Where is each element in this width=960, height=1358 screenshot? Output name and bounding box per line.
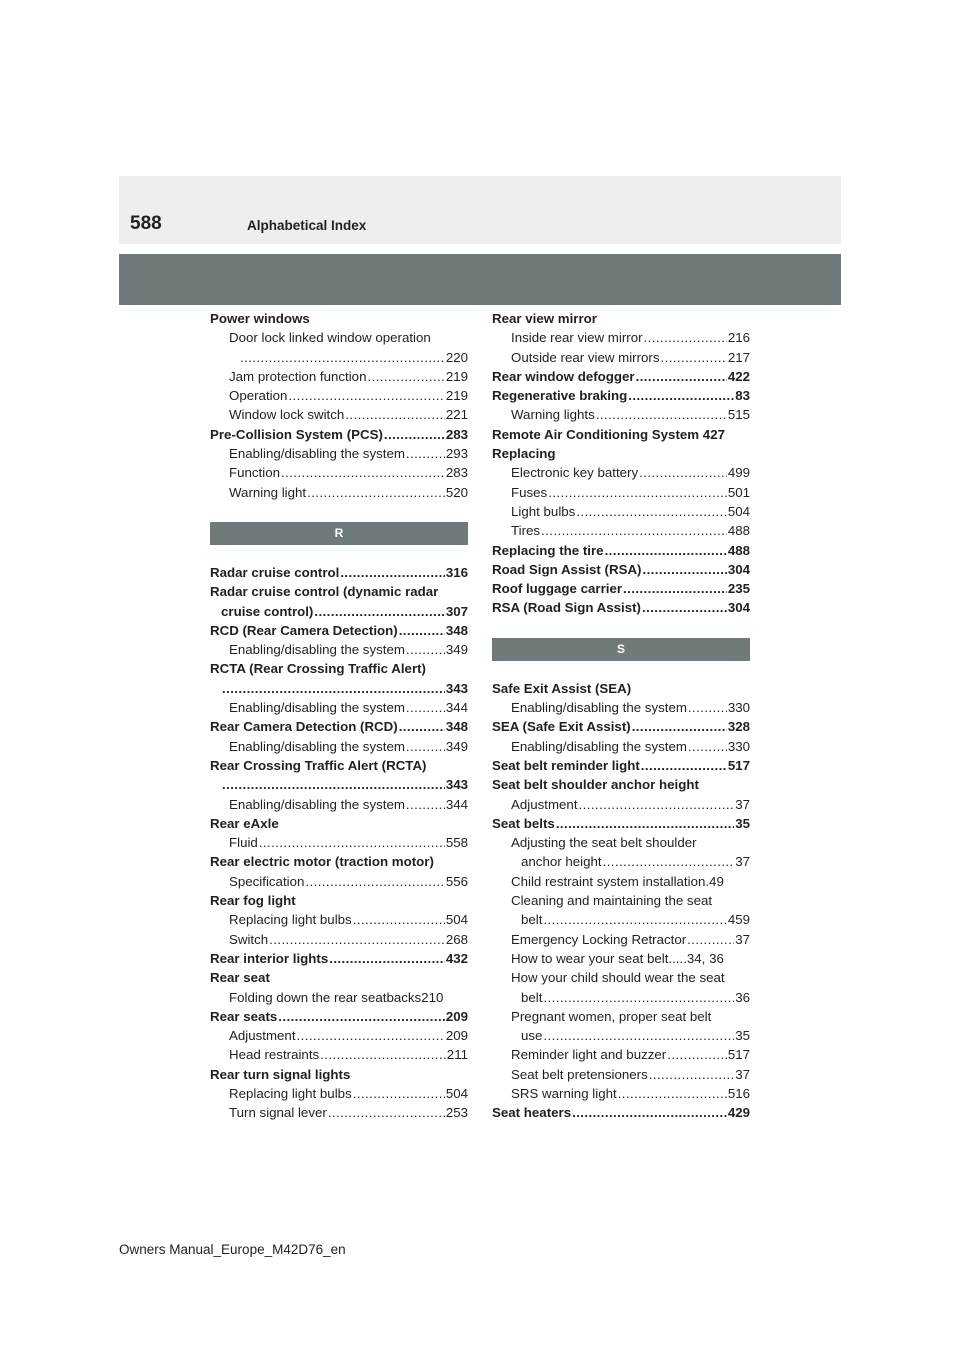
entry-term: Roof luggage carrier: [492, 581, 623, 597]
index-entry: [210, 602, 468, 621]
dot-leader: [667, 1045, 727, 1064]
index-entry: [210, 737, 468, 756]
dot-leader: [556, 814, 734, 833]
dot-leader: [661, 348, 727, 367]
entry-page: 515: [727, 407, 750, 423]
index-entry: [210, 717, 468, 736]
entry-page: 504: [445, 912, 468, 928]
dot-leader: [406, 640, 445, 659]
index-entry: [210, 679, 468, 698]
entry-page: 253: [445, 1105, 468, 1121]
index-entry: [210, 756, 468, 775]
index-group: [492, 679, 750, 1123]
entry-term: Enabling/disabling the system: [229, 796, 405, 812]
entry-page: 283: [445, 426, 468, 442]
entry-page: 37: [735, 854, 750, 870]
entry-page: 501: [727, 484, 750, 500]
index-entry: [210, 872, 468, 891]
entry-term: Head restraints: [229, 1047, 320, 1063]
entry-term: Electronic key battery: [511, 465, 639, 481]
dot-leader: [278, 1007, 445, 1026]
dot-leader: [541, 521, 727, 540]
index-entry: [210, 563, 468, 582]
dot-leader: [384, 425, 445, 444]
dot-leader: [543, 910, 726, 929]
entry-page: 330: [727, 700, 750, 716]
entry-term: Seat belts: [492, 815, 555, 831]
dot-leader: [222, 775, 445, 794]
entry-term: Adjusting the seat belt shoulder: [511, 835, 697, 851]
entry-page: 209: [445, 1008, 468, 1024]
entry-term: Rear window defogger: [492, 368, 635, 384]
entry-page: 504: [445, 1085, 468, 1101]
index-entry: [210, 795, 468, 814]
entry-term: Warning lights: [511, 407, 595, 423]
entry-page: 304: [727, 600, 750, 616]
entry-term: Replacing light bulbs: [229, 912, 352, 928]
entry-term: Rear eAxle: [210, 815, 279, 831]
index-entry: [492, 483, 750, 502]
entry-term: Tires: [511, 523, 541, 539]
dot-leader: [543, 988, 734, 1007]
index-entry: [492, 1007, 750, 1026]
dot-leader: [320, 1045, 446, 1064]
entry-term: Outside rear view mirrors: [511, 349, 660, 365]
entry-term: Turn signal lever: [229, 1105, 327, 1121]
entry-page: 422: [727, 368, 750, 384]
entry-page: 304: [727, 561, 750, 577]
dot-leader: [269, 930, 445, 949]
dot-leader: [688, 737, 727, 756]
index-entry: [492, 930, 750, 949]
entry-term: Fuses: [511, 484, 548, 500]
entry-term: SRS warning light: [511, 1085, 617, 1101]
index-entry: [210, 328, 468, 347]
dot-leader: [367, 367, 444, 386]
footer-text: Owners Manual_Europe_M42D76_en: [119, 1242, 346, 1257]
entry-page: 219: [445, 388, 468, 404]
entry-term: Enabling/disabling the system: [229, 700, 405, 716]
dot-leader: [406, 737, 445, 756]
entry-term: Enabling/disabling the system: [229, 642, 405, 658]
index-entry: [210, 659, 468, 678]
dot-leader: [572, 1103, 727, 1122]
index-entry: [492, 541, 750, 560]
dot-leader: [297, 1026, 445, 1045]
entry-term: Rear Crossing Traffic Alert (RCTA): [210, 757, 427, 773]
dot-leader: [329, 949, 445, 968]
entry-term: Rear seats: [210, 1008, 278, 1024]
entry-term: Fluid: [229, 835, 258, 851]
index-entry: [210, 930, 468, 949]
index-entry: [492, 309, 750, 328]
entry-page: 328: [727, 719, 750, 735]
index-entry: [492, 833, 750, 852]
index-entry: [492, 988, 750, 1007]
entry-page: 83: [735, 388, 750, 404]
entry-term: Rear interior lights: [210, 950, 329, 966]
index-entry: [210, 463, 468, 482]
entry-page: 558: [445, 835, 468, 851]
entry-term: Replacing the tire: [492, 542, 604, 558]
index-entry: [492, 968, 750, 987]
index-entry: [492, 444, 750, 463]
entry-page: 517: [727, 1047, 750, 1063]
index-entry: [492, 775, 750, 794]
index-entry: [492, 795, 750, 814]
index-entry: [492, 756, 750, 775]
index-entry: [210, 1045, 468, 1064]
entry-term: Emergency Locking Retractor: [511, 931, 687, 947]
entry-term: Rear seat: [210, 970, 270, 986]
dot-leader: [632, 717, 727, 736]
index-entry: [210, 1026, 468, 1045]
index-entry: [492, 348, 750, 367]
dot-leader: [353, 1084, 445, 1103]
entry-page: 316: [445, 564, 468, 580]
index-entry: [210, 968, 468, 987]
index-entry: [492, 425, 750, 444]
entry-page: 37: [735, 796, 750, 812]
index-entry: [210, 814, 468, 833]
entry-page: 348: [445, 719, 468, 735]
entry-page: 283: [445, 465, 468, 481]
index-entry: [210, 621, 468, 640]
index-entry: [492, 1103, 750, 1122]
index-entry: [492, 949, 750, 968]
index-column-left: [210, 309, 468, 1123]
index-entry: [210, 1007, 468, 1026]
dot-leader: [353, 910, 445, 929]
index-entry: [492, 598, 750, 617]
index-entry: [210, 1084, 468, 1103]
index-entry: [210, 1065, 468, 1084]
dot-leader: [288, 386, 444, 405]
entry-page: 235: [727, 581, 750, 597]
entry-term: use: [521, 1028, 543, 1044]
dot-leader: [314, 602, 444, 621]
index-entry: [210, 852, 468, 871]
entry-term: Road Sign Assist (RSA): [492, 561, 642, 577]
entry-page: 35: [735, 815, 750, 831]
index-entry: [210, 640, 468, 659]
dot-leader: [548, 483, 727, 502]
dot-leader: [644, 328, 727, 347]
dot-leader: [399, 621, 445, 640]
dot-leader: [642, 598, 727, 617]
entry-term: Function: [229, 465, 280, 481]
index-entry: [210, 949, 468, 968]
dot-leader: [639, 463, 727, 482]
dot-leader: [406, 795, 445, 814]
entry-term: Enabling/disabling the system: [511, 700, 687, 716]
entry-page: 517: [727, 757, 750, 773]
entry-page: 307: [445, 603, 468, 619]
entry-page: 293: [445, 446, 468, 462]
index-group: [492, 309, 750, 618]
index-entry: [210, 775, 468, 794]
entry-page: 499: [727, 465, 750, 481]
dot-leader: [687, 930, 734, 949]
entry-page: 349: [445, 642, 468, 658]
entry-term: Remote Air Conditioning System 427: [492, 426, 725, 442]
dot-leader: [628, 386, 734, 405]
entry-term: anchor height: [521, 854, 602, 870]
entry-term: cruise control): [221, 603, 314, 619]
entry-page: 459: [727, 912, 750, 928]
page-number: 588: [130, 213, 162, 234]
dot-leader: [649, 1065, 734, 1084]
entry-term: SEA (Safe Exit Assist): [492, 719, 631, 735]
entry-term: Window lock switch: [229, 407, 345, 423]
dot-leader: [406, 698, 445, 717]
dot-leader: [576, 502, 726, 521]
index-entry: [210, 367, 468, 386]
entry-term: Rear view mirror: [492, 311, 597, 326]
entry-page: 35: [735, 1028, 750, 1044]
index-entry: [210, 348, 468, 367]
index-entry: [492, 560, 750, 579]
index-entry: [492, 1045, 750, 1064]
entry-page: 36: [735, 989, 750, 1005]
entry-term: Adjustment: [229, 1028, 296, 1044]
dot-leader: [345, 405, 445, 424]
header-band: [119, 176, 841, 244]
entry-term: Seat belt reminder light: [492, 757, 640, 773]
dot-leader: [307, 483, 445, 502]
entry-page: 217: [727, 349, 750, 365]
entry-term: Jam protection function: [229, 368, 367, 384]
entry-page: 504: [727, 503, 750, 519]
index-entry: [210, 444, 468, 463]
dot-leader: [605, 541, 727, 560]
entry-page: 488: [727, 542, 750, 558]
entry-term: RCTA (Rear Crossing Traffic Alert): [210, 661, 426, 677]
dot-leader: [543, 1026, 734, 1045]
index-entry: [492, 814, 750, 833]
dot-leader: [618, 1084, 727, 1103]
entry-page: 220: [445, 349, 468, 365]
index-entry: [210, 582, 468, 601]
index-entry: [492, 502, 750, 521]
index-entry: [492, 367, 750, 386]
index-entry: [492, 698, 750, 717]
entry-term: Pregnant women, proper seat belt: [511, 1008, 712, 1024]
entry-term: Light bulbs: [511, 503, 576, 519]
index-entry: [492, 521, 750, 540]
letter-heading-s: S: [492, 638, 750, 661]
entry-term: Radar cruise control: [210, 564, 340, 580]
entry-term: Reminder light and buzzer: [511, 1047, 667, 1063]
entry-page: 349: [445, 738, 468, 754]
index-entry: [210, 833, 468, 852]
index-entry: [492, 852, 750, 871]
dot-leader: [603, 852, 735, 871]
entry-term: Specification: [229, 873, 305, 889]
entry-page: 268: [445, 931, 468, 947]
entry-term: How your child should wear the seat: [511, 970, 725, 986]
dot-leader: [636, 367, 727, 386]
entry-term: Enabling/disabling the system: [511, 738, 687, 754]
dot-leader: [642, 560, 726, 579]
index-entry: [210, 988, 468, 1007]
entry-term: Replacing light bulbs: [229, 1085, 352, 1101]
dot-leader: [406, 444, 445, 463]
entry-term: Radar cruise control (dynamic radar: [210, 584, 439, 600]
entry-term: Adjustment: [511, 796, 578, 812]
index-entry: [492, 386, 750, 405]
index-entry: [492, 717, 750, 736]
entry-term: Rear Camera Detection (RCD): [210, 719, 398, 735]
dot-leader: [222, 679, 445, 698]
header-gray-band: [119, 254, 841, 305]
index-column-right: [492, 309, 750, 1123]
entry-term: Pre-Collision System (PCS): [210, 426, 383, 442]
index-entry: [210, 386, 468, 405]
entry-term: Seat belt shoulder anchor height: [492, 777, 699, 793]
letter-heading-r: R: [210, 522, 468, 545]
entry-page: 219: [445, 368, 468, 384]
entry-term: RSA (Road Sign Assist): [492, 600, 641, 616]
entry-term: Enabling/disabling the system: [229, 738, 405, 754]
dot-leader: [340, 563, 444, 582]
entry-page: 432: [445, 950, 468, 966]
entry-term: Rear fog light: [210, 893, 296, 909]
entry-term: Regenerative braking: [492, 388, 628, 404]
section-title: Alphabetical Index: [247, 218, 367, 233]
entry-page: 37: [735, 931, 750, 947]
index-entry: [492, 737, 750, 756]
entry-page: 488: [727, 523, 750, 539]
entry-page: 556: [445, 873, 468, 889]
index-entry: [210, 910, 468, 929]
entry-page: 520: [445, 484, 468, 500]
entry-page: 221: [445, 407, 468, 423]
index-entry: [210, 483, 468, 502]
entry-term: belt: [521, 912, 543, 928]
dot-leader: [259, 833, 445, 852]
index-entry: [492, 872, 750, 891]
entry-term: Rear turn signal lights: [210, 1066, 351, 1082]
entry-term: Inside rear view mirror: [511, 330, 643, 346]
entry-term: Operation: [229, 388, 288, 404]
index-entry: [210, 698, 468, 717]
entry-term: Switch: [229, 931, 269, 947]
index-entry: [492, 679, 750, 698]
dot-leader: [579, 795, 735, 814]
entry-term: Replacing: [492, 446, 556, 462]
dot-leader: [281, 463, 445, 482]
index-entry: [492, 405, 750, 424]
entry-page: 343: [445, 777, 468, 793]
entry-term: Seat belt pretensioners: [511, 1066, 648, 1082]
dot-leader: [240, 348, 445, 367]
index-entry: [210, 425, 468, 444]
entry-term: RCD (Rear Camera Detection): [210, 622, 398, 638]
entry-page: 330: [727, 738, 750, 754]
dot-leader: [596, 405, 727, 424]
entry-page: 343: [445, 680, 468, 696]
index-entry: [210, 309, 468, 328]
dot-leader: [399, 717, 445, 736]
index-entry: [492, 463, 750, 482]
index-entry: [210, 405, 468, 424]
entry-page: 344: [445, 796, 468, 812]
index-entry: [210, 1103, 468, 1122]
index-entry: [492, 328, 750, 347]
entry-page: 216: [727, 330, 750, 346]
entry-page: 348: [445, 622, 468, 638]
entry-term: belt: [521, 989, 543, 1005]
entry-page: 37: [735, 1066, 750, 1082]
entry-term: Folding down the rear seatbacks210: [229, 989, 444, 1005]
entry-page: 209: [445, 1028, 468, 1044]
index-entry: [492, 891, 750, 910]
entry-term: Door lock linked window operation: [229, 330, 431, 346]
entry-term: Enabling/disabling the system: [229, 446, 405, 462]
entry-term: Rear electric motor (traction motor): [210, 854, 434, 870]
dot-leader: [623, 579, 727, 598]
index-entry: [210, 891, 468, 910]
entry-term: Power windows: [210, 311, 310, 326]
index-group: [210, 563, 468, 1123]
index-entry: [492, 910, 750, 929]
entry-page: 211: [446, 1047, 468, 1063]
entry-term: Seat heaters: [492, 1105, 572, 1121]
entry-page: 344: [445, 700, 468, 716]
entry-term: Child restraint system installation.49: [511, 873, 724, 889]
index-entry: [492, 1065, 750, 1084]
dot-leader: [688, 698, 727, 717]
dot-leader: [305, 872, 444, 891]
entry-page: 429: [727, 1105, 750, 1121]
index-group: [210, 309, 468, 502]
entry-page: 516: [727, 1085, 750, 1101]
dot-leader: [328, 1103, 445, 1122]
dot-leader: [641, 756, 727, 775]
index-entry: [492, 1026, 750, 1045]
entry-term: Warning light: [229, 484, 307, 500]
entry-term: Safe Exit Assist (SEA): [492, 680, 632, 696]
index-entry: [492, 1084, 750, 1103]
entry-term: Cleaning and maintaining the seat: [511, 893, 713, 909]
index-entry: [492, 579, 750, 598]
entry-term: How to wear your seat belt.....34, 36: [511, 950, 724, 966]
